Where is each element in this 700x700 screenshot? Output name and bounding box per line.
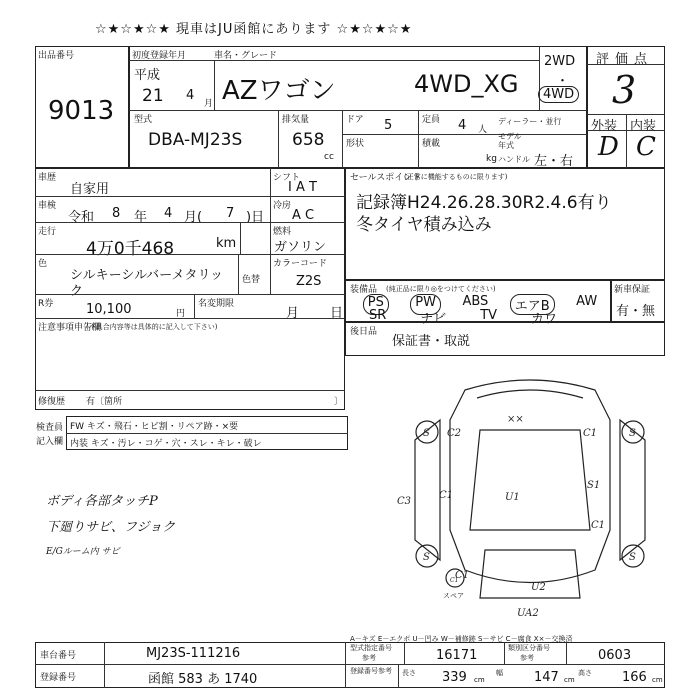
reg-month-unit: 月 (204, 99, 214, 109)
mark-s-fl: S (423, 428, 430, 439)
equip-sub: (純正品に限り◎をつけてください) (386, 285, 496, 293)
dims-length: 339 (442, 670, 467, 685)
color-value1: シルキーシルバーメタリッ (70, 268, 224, 283)
mileage-unit: km (216, 236, 237, 251)
car-grade: 4WD_XG (414, 70, 519, 98)
score-value: 3 (612, 68, 637, 112)
dims-length-label: 長さ (402, 669, 416, 677)
notes-label: 注意事項申告欄 (38, 323, 102, 333)
inspect-fw: FW キズ・飛石・ヒビ割・リペア跡・×要 (70, 422, 239, 432)
score-label: 評価点 (596, 52, 654, 67)
equip-navi: ナビ (420, 312, 447, 327)
shift-label: シフト (273, 173, 301, 183)
mark-c3: C3 (397, 496, 412, 507)
selling-line1: 記録簿H24.26.28.30R2.4.6有り (356, 193, 612, 213)
chassis-value: MJ23S-111216 (146, 646, 241, 661)
newcar-value: 有・無 (616, 304, 656, 319)
banner: ☆★☆★☆★ 現車はJU函館にあります ☆★☆★☆★ (95, 22, 413, 37)
equip-abs: ABS (462, 294, 489, 309)
int-score: C (636, 132, 656, 162)
colorcode-value: Z2S (296, 274, 322, 289)
color-label: 色 (38, 259, 48, 269)
model-label: 型式 (134, 115, 153, 125)
tax-day: 日 (330, 306, 344, 321)
repair-label: 修復歴 (38, 397, 66, 407)
equip-leather: カワ (530, 312, 557, 327)
inspect-label1: 検査員 (36, 423, 64, 433)
ext-score: D (598, 132, 619, 162)
selling-sub: (正常に機能するものに限ります) (404, 173, 508, 181)
dims-width: 147 (534, 670, 559, 685)
mark-s1: S1 (587, 480, 601, 491)
doors-label: ドア (346, 115, 364, 125)
drive-2wd: 2WD (544, 54, 576, 69)
recycle-value: 10,100 (86, 302, 132, 317)
equip-airbag: エアB (510, 294, 555, 315)
inspection-era: 令和 (68, 210, 95, 225)
mark-c2: C2 (447, 428, 462, 439)
car-right-side (620, 420, 645, 560)
load-unit: kg (486, 154, 497, 164)
color-value2: ク (70, 284, 84, 299)
drive-4wd: 4WD (538, 86, 579, 103)
car-diagram (395, 370, 665, 620)
mark-c1-d: C1 (455, 570, 470, 581)
inspect-label2: 記入欄 (36, 437, 64, 447)
aircon-value: A C (292, 208, 315, 223)
lot-label: 出品番号 (38, 51, 75, 61)
recycle-unit: 円 (176, 309, 186, 319)
hand-note-2: 下廻りサビ、フジョク (46, 520, 176, 535)
mark-xx: ×× (507, 414, 524, 425)
model-value: DBA-MJ23S (148, 130, 243, 150)
drive-dot: ・ (556, 74, 570, 89)
lot-number: 9013 (48, 96, 115, 126)
recycle-label: R券 (38, 299, 54, 309)
mileage-label: 走行 (38, 227, 57, 237)
designated-value: 16171 (436, 648, 478, 663)
plate-value: 函館 583 あ 1740 (148, 672, 258, 687)
use-value: 自家用 (70, 182, 110, 197)
repair-close: 〕 (334, 397, 344, 407)
inspection-day: 7 (226, 206, 235, 221)
ext-label: 外装 (591, 119, 618, 134)
inspection-y: 年 (134, 210, 148, 225)
plate-label: 登録番号 (40, 673, 77, 683)
inspection-d: )日 (246, 210, 265, 225)
notes-sub: (不具合内容等は具体的に記入して下さい) (86, 323, 218, 331)
car-name: AZワゴン (222, 76, 336, 106)
car-left-side (415, 420, 440, 560)
dims-width-unit: cm (564, 676, 575, 684)
after-label: 後日品 (350, 327, 378, 337)
damage-legend: A－キズ E－エクボ U－凹み W－補修跡 S－サビ C－腐食 X×－交換済 (350, 635, 573, 643)
reg-label: 初度登録年月 (132, 51, 187, 61)
designated-sub: 参考 (362, 654, 376, 662)
capacity-label: 定員 (422, 115, 441, 125)
mileage-value: 4万0千468 (86, 239, 175, 259)
capacity-unit: 人 (478, 125, 488, 135)
mark-s-fr: S (629, 428, 636, 439)
car-label: 車名・グレード (214, 51, 278, 61)
mark-u1: U1 (505, 492, 520, 503)
aircon-label: 冷房 (273, 201, 292, 211)
tax-label: 名変期限 (198, 299, 235, 309)
handle-value: 左・右 (534, 154, 574, 169)
selling-label: セールスポイント (350, 173, 422, 183)
handle-label: ハンドル (498, 155, 530, 164)
mark-s-rl: S (423, 552, 430, 563)
inspect-naiso: 内装 キズ・汚レ・コゲ・穴・スレ・キレ・破レ (70, 439, 262, 449)
dims-height-unit: cm (652, 676, 663, 684)
disp-label: 排気量 (282, 115, 310, 125)
car-cabin (470, 430, 590, 530)
inspection-year: 8 (112, 206, 121, 221)
equip-pw: PW (410, 294, 441, 315)
dims-width-label: 幅 (496, 669, 503, 677)
after-value: 保証書・取説 (392, 334, 471, 349)
equip-sr: SR (368, 308, 387, 323)
reg-year: 21 (142, 86, 164, 106)
mark-s-rr: S (629, 552, 636, 563)
repair-value: 有〔箇所 (86, 397, 123, 407)
hand-note-3: E/Gルーム内 サビ (46, 547, 120, 557)
car-outline-top (450, 380, 610, 583)
disp-value: 658 (292, 130, 325, 150)
dims-height-label: 高さ (578, 669, 592, 677)
spare-label: スペア (443, 592, 464, 600)
category-sub: 参考 (520, 654, 534, 662)
mark-u2: U2 (531, 582, 546, 593)
inspection-label: 車検 (38, 201, 57, 211)
hand-note-1: ボディ各部タッチP (46, 494, 158, 509)
newcar-label: 新車保証 (614, 285, 651, 295)
use-label: 車歴 (38, 173, 57, 183)
color-change-label: 色替 (242, 275, 261, 285)
inspection-month: 4 (164, 206, 173, 221)
int-label: 内装 (630, 119, 657, 134)
dealer-label: ディーラー・並行 (498, 117, 562, 126)
fuel-label: 燃料 (273, 227, 292, 237)
reg-era: 平成 (134, 68, 161, 83)
equip-tv: TV (480, 308, 498, 323)
shift-value: I A T (288, 180, 317, 195)
tax-month: 月 (286, 306, 300, 321)
dims-height: 166 (622, 670, 647, 685)
reg-month: 4 (186, 88, 195, 103)
mark-c1-c: C1 (591, 520, 606, 531)
rear-panel (480, 550, 580, 598)
mark-ua2: UA2 (517, 608, 539, 619)
car-hood (477, 390, 583, 398)
equip-label: 装備品 (350, 285, 378, 295)
inspection-m: 月( (184, 210, 203, 225)
load-label: 積載 (422, 139, 441, 149)
selling-line2: 冬タイヤ積み込み (356, 215, 492, 235)
category-label: 類別区分番号 (508, 644, 550, 652)
mark-c1-a: C1 (583, 428, 598, 439)
colorcode-label: カラーコード (273, 259, 328, 269)
capacity-value: 4 (458, 118, 467, 133)
mark-c1-e: C1 (450, 577, 459, 584)
designated-label: 型式指定番号 (350, 644, 392, 652)
equip-ps: PS (363, 294, 389, 315)
shape-label: 形状 (346, 139, 365, 149)
chassis-label: 車台番号 (40, 651, 77, 661)
equip-aw: AW (576, 294, 598, 309)
fuel-value: ガソリン (274, 240, 327, 255)
category-value: 0603 (598, 648, 632, 663)
dims-length-unit: cm (474, 676, 485, 684)
disp-unit: cc (324, 152, 334, 162)
doors-value: 5 (384, 118, 393, 133)
dims-label: 登録番号参考 (350, 667, 392, 675)
modelyear-label: モデル年式 (498, 132, 522, 150)
mark-c1-b: C1 (439, 490, 454, 501)
